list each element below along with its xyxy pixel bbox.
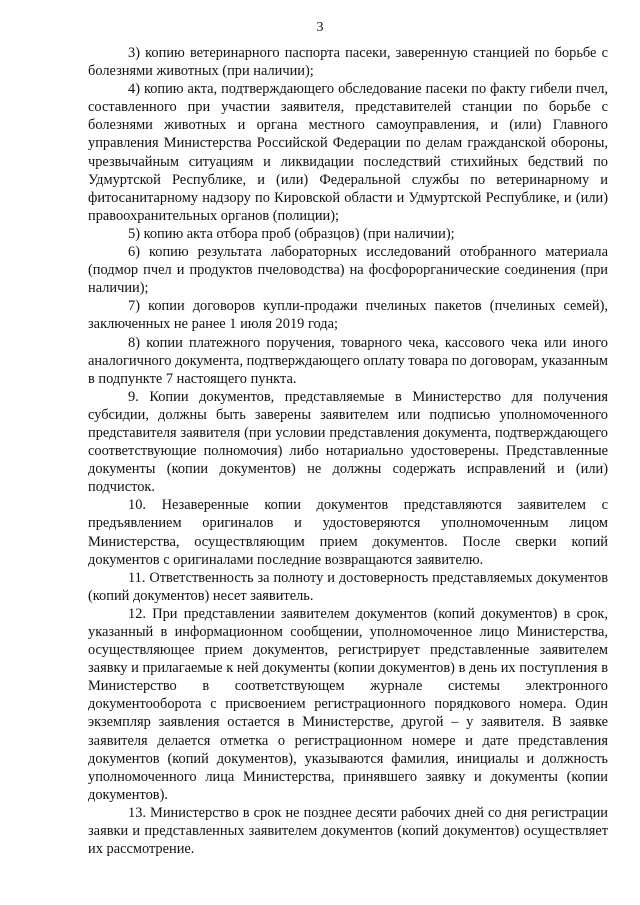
document-body (88, 44, 608, 858)
paragraph-item-3: 3) копию ветеринарного паспорта пасеки, заверенную станцией по борьбе с болезнями животных (при наличии); (88, 45, 608, 80)
paragraph-item-4: 4) копию акта, подтверждающего обследование пасеки по факту гибели пчел, составленного при участии заявителя, представителей станции по борьбе с болезнями животных и органа местного самоуправления, и (или) Главного управления Министерства Российской Федерации по делам гражданской обороны, чрезвычайным ситуациям и ликвидации последствий стихийных бедствий по Удмуртской Республике, и (или) Федеральной службы по ветеринарному и фитосанитарному надзору по Кировской области и Удмуртской Республике, и (или) правоохранительных органов (полиции); (88, 81, 608, 224)
paragraph-item-6: 6) копию результата лабораторных исследований отобранного материала (подмор пчел и продуктов пчеловодства) на фосфорорганические соединения (при наличии); (88, 244, 608, 297)
paragraph-item-7: 7) копии договоров купли-продажи пчелиных пакетов (пчелиных семей), заключенных не ранее 1 июля 2019 года; (88, 298, 608, 333)
page-number: 3 (316, 20, 324, 35)
paragraph-clause-13: 13. Министерство в срок не позднее десяти рабочих дней со дня регистрации заявки и представленных заявителем документов (копий документов) осуществляет их рассмотрение. (88, 804, 608, 858)
paragraph-clause-9: 9. Копии документов, представляемые в Министерство для получения субсидии, должны быть заверены заявителем или подписью уполномоченного представителя заявителя (при условии представления документа, подтверждающего соответствующие полномочия) либо нотариально удостоверены. Представленные документы (копии документов) не должны содержать исправлений и (или) подчисток. (88, 388, 608, 496)
paragraph-clause-12: 12. При представлении заявителем документов (копий документов) в срок, указанный в информационном сообщении, уполномоченное лицо Министерства, осуществляющее прием документов, регистрирует представленные заявителем заявку и прилагаемые к ней документы (копии документов) в день их поступления в Министерство в соответствующем журнале системы электронного документооборота с присвоением регистрационного порядкового номера. Один экземпляр заявления остается в Министерстве, другой – у заявителя. В заявке заявителя делается отметка о регистрационном номере и дате представления документов (копий документов), указываются фамилия, инициалы и должность уполномоченного лица Министерства, принявшего заявку и документы (копии документов). (88, 605, 608, 803)
paragraph-clause-10: 10. Незаверенные копии документов представляются заявителем с предъявлением оригиналов и удостоверяются уполномоченным лицом Министерства, осуществляющим прием документов. После сверки копий документов с оригиналами последние возвращаются заявителю. (88, 497, 608, 568)
paragraph-clause-11: 11. Ответственность за полноту и достоверность представляемых документов (копий документов) несет заявитель. (88, 569, 608, 604)
paragraph-item-8: 8) копии платежного поручения, товарного чека, кассового чека или иного аналогичного документа, подтверждающего оплату товара по договорам, указанным в подпункте 7 настоящего пункта. (88, 334, 608, 387)
paragraph-item-5: 5) копию акта отбора проб (образцов) (при наличии); (128, 225, 455, 242)
